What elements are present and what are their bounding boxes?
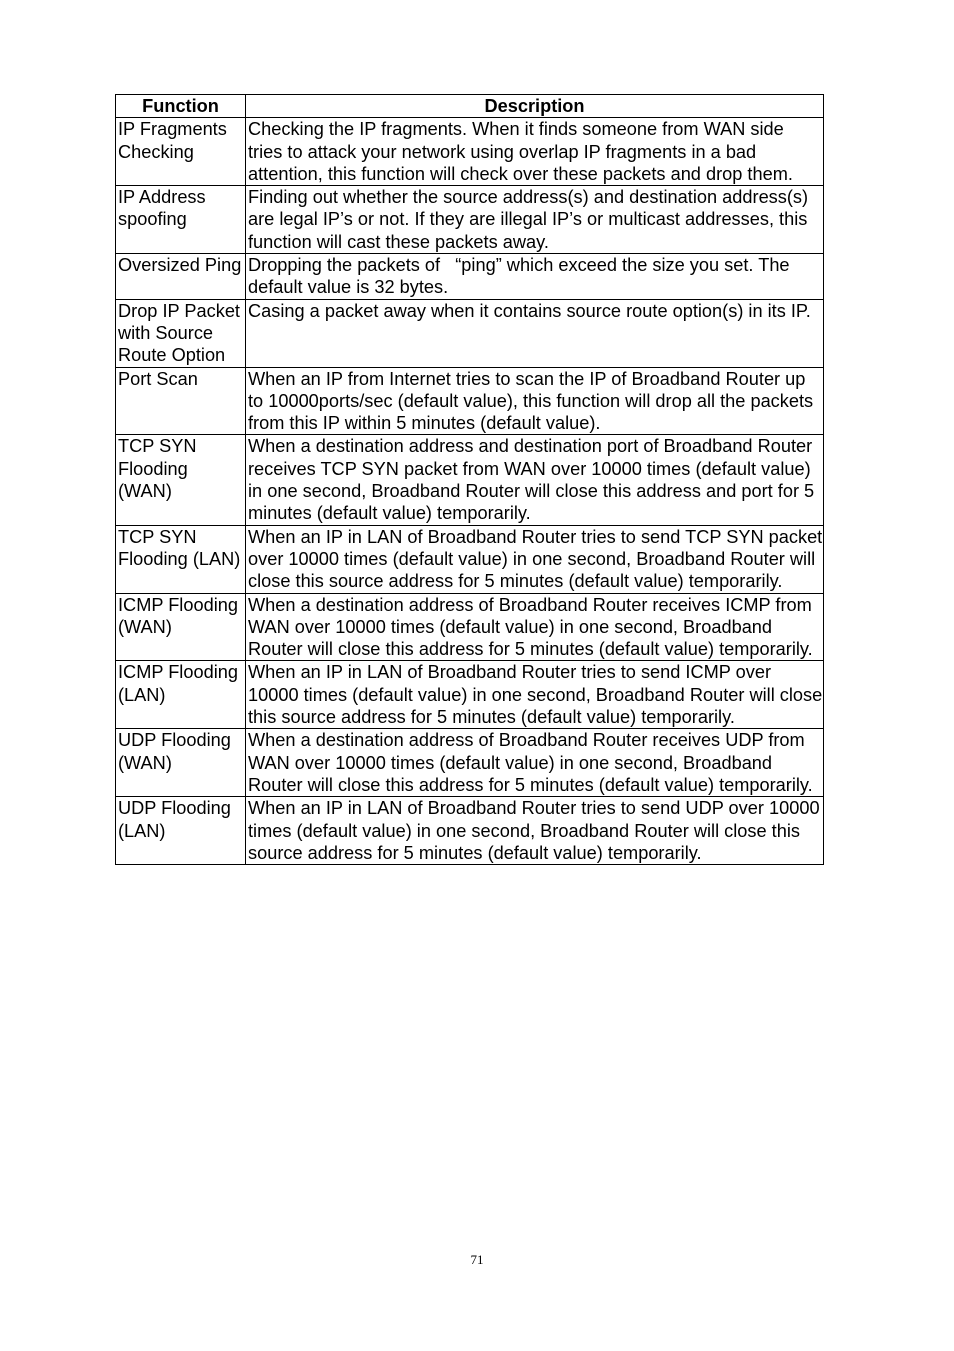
function-column-header: Function: [116, 95, 246, 118]
function-cell: IP Address spoofing: [116, 186, 246, 254]
function-cell: UDP Flooding (LAN): [116, 797, 246, 865]
table-row: [116, 661, 824, 729]
table-header-row: [116, 95, 824, 118]
function-cell: TCP SYN Flooding (LAN): [116, 525, 246, 593]
function-cell: ICMP Flooding (LAN): [116, 661, 246, 729]
table-row: [116, 729, 824, 797]
function-cell: Port Scan: [116, 367, 246, 435]
table-row: [116, 797, 824, 865]
description-cell: When an IP in LAN of Broadband Router tries to send TCP SYN packet over 10000 times (default value) in one second, Broadband Router will close this source address for 5 minutes (default value) temporarily.: [246, 525, 824, 593]
description-cell: Finding out whether the source address(s) and destination address(s) are legal IP’s or not. If they are illegal IP’s or multicast addresses, this function will cast these packets away.: [246, 186, 824, 254]
description-cell: When an IP from Internet tries to scan the IP of Broadband Router up to 10000ports/sec (default value), this function will drop all the packets from this IP within 5 minutes (default value).: [246, 367, 824, 435]
table-row: [116, 118, 824, 186]
description-cell: Casing a packet away when it contains source route option(s) in its IP.: [246, 299, 824, 367]
description-cell: When a destination address and destination port of Broadband Router receives TCP SYN packet from WAN over 10000 times (default value) in one second, Broadband Router will close this address and port for 5 minutes (default value) temporarily.: [246, 435, 824, 525]
function-cell: TCP SYN Flooding (WAN): [116, 435, 246, 525]
function-cell: ICMP Flooding (WAN): [116, 593, 246, 661]
description-cell: Dropping the packets of “ping” which exceed the size you set. The default value is 32 bytes.: [246, 254, 824, 300]
function-description-table: [115, 94, 824, 865]
table-row: [116, 186, 824, 254]
description-cell: When a destination address of Broadband Router receives UDP from WAN over 10000 times (default value) in one second, Broadband Router will close this address for 5 minutes (default value) temporarily.: [246, 729, 824, 797]
page-number: 71: [470, 1252, 484, 1267]
description-cell: When a destination address of Broadband Router receives ICMP from WAN over 10000 times (default value) in one second, Broadband Router will close this address for 5 minutes (default value) temporarily.: [246, 593, 824, 661]
table-row: [116, 299, 824, 367]
table-row: [116, 435, 824, 525]
function-cell: Oversized Ping: [116, 254, 246, 300]
description-cell: When an IP in LAN of Broadband Router tries to send ICMP over 10000 times (default value) in one second, Broadband Router will close this source address for 5 minutes (default value) temporarily.: [246, 661, 824, 729]
table-row: [116, 593, 824, 661]
function-cell: IP Fragments Checking: [116, 118, 246, 186]
description-column-header: Description: [246, 95, 824, 118]
description-cell: When an IP in LAN of Broadband Router tries to send UDP over 10000 times (default value) in one second, Broadband Router will close this source address for 5 minutes (default value) temporarily.: [246, 797, 824, 865]
function-cell: UDP Flooding (WAN): [116, 729, 246, 797]
description-cell: Checking the IP fragments. When it finds someone from WAN side tries to attack your network using overlap IP fragments in a bad attention, this function will check over these packets and drop them.: [246, 118, 824, 186]
table-row: [116, 525, 824, 593]
function-cell: Drop IP Packet with Source Route Option: [116, 299, 246, 367]
table-row: [116, 367, 824, 435]
table-row: [116, 254, 824, 300]
